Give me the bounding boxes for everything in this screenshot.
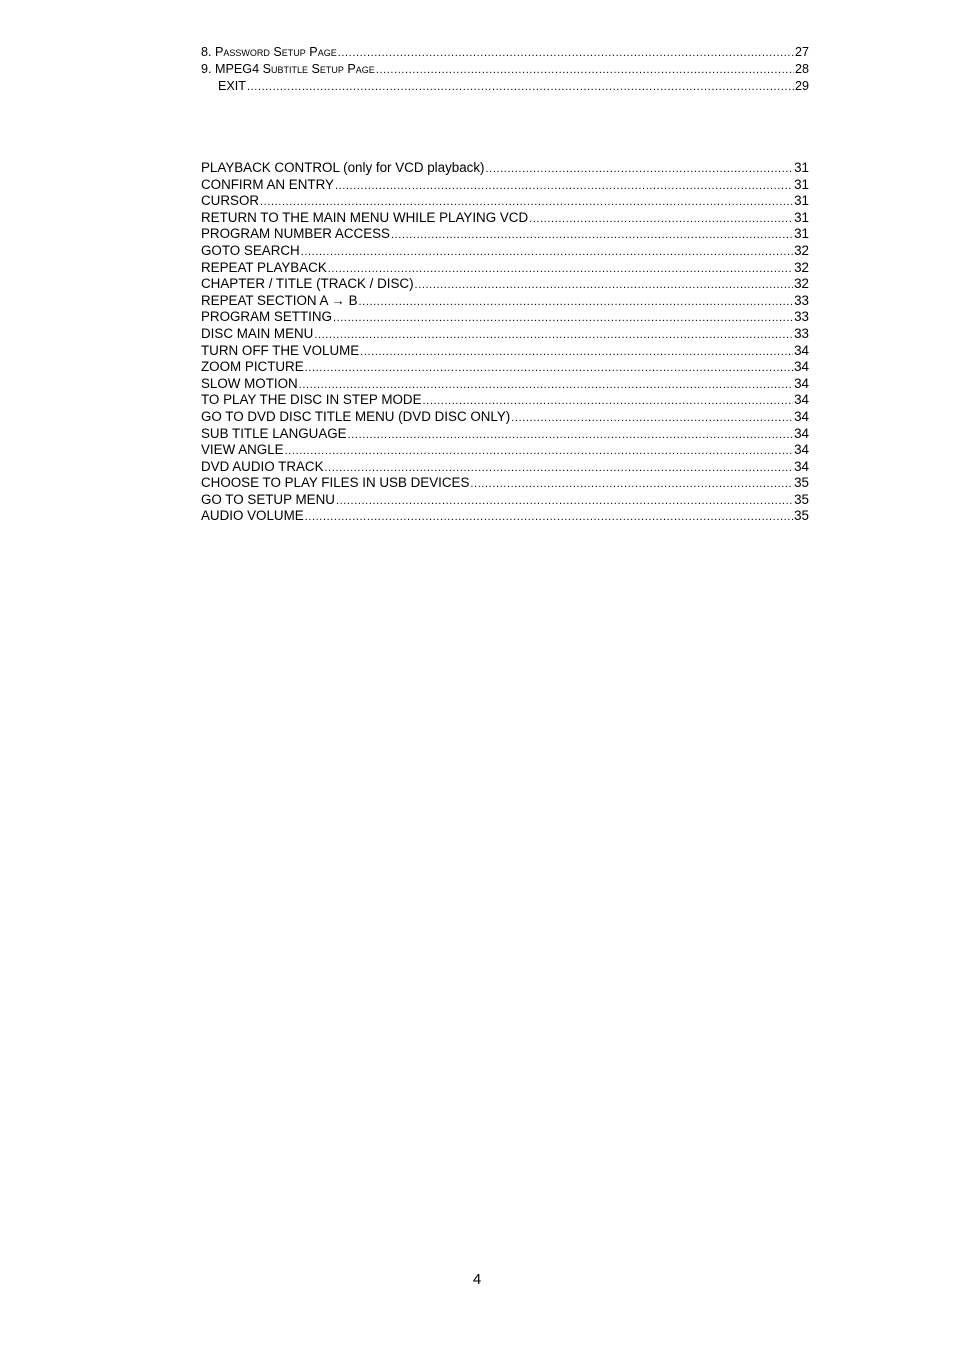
dot-leader xyxy=(360,344,793,360)
toc-settings-section xyxy=(201,44,809,94)
dot-leader xyxy=(260,194,793,210)
toc-entry-page: 31 xyxy=(794,226,809,242)
toc-entry-page: 32 xyxy=(794,242,809,258)
toc-entry[interactable] xyxy=(201,326,809,343)
toc-entry-page: 32 xyxy=(794,259,809,275)
dot-leader xyxy=(305,360,793,376)
dot-leader xyxy=(470,476,793,492)
dot-leader xyxy=(285,443,793,459)
toc-entry[interactable] xyxy=(201,276,809,293)
toc-entry-page: 34 xyxy=(794,458,809,474)
toc-entry-title: SUB TITLE LANGUAGE xyxy=(201,425,347,441)
toc-entry-title: CONFIRM AN ENTRY xyxy=(201,176,334,192)
dot-leader xyxy=(376,62,794,78)
toc-entry-page: 35 xyxy=(794,508,809,524)
toc-entry[interactable] xyxy=(201,44,809,61)
toc-entry-title: EXIT xyxy=(218,78,246,93)
toc-entry[interactable] xyxy=(201,193,809,210)
toc-entry-title: GOTO SEARCH xyxy=(201,242,300,258)
toc-entry[interactable] xyxy=(201,293,809,310)
toc-entry-title: ZOOM PICTURE xyxy=(201,359,304,375)
toc-entry-page: 27 xyxy=(794,45,809,59)
toc-entry[interactable] xyxy=(201,508,809,525)
dot-leader xyxy=(511,410,793,426)
toc-entry[interactable] xyxy=(201,459,809,476)
dot-leader xyxy=(301,244,793,260)
toc-entry-title: PLAYBACK CONTROL (only for VCD playback) xyxy=(201,160,485,175)
dot-leader xyxy=(486,161,794,177)
dot-leader xyxy=(529,211,793,227)
toc-entry[interactable] xyxy=(201,210,809,227)
dot-leader xyxy=(299,377,793,393)
toc-entry[interactable] xyxy=(201,426,809,443)
dot-leader xyxy=(423,393,794,409)
toc-entry-page: 31 xyxy=(794,209,809,225)
toc-entry[interactable] xyxy=(201,475,809,492)
dot-leader xyxy=(338,45,794,61)
toc-entry-page: 34 xyxy=(794,442,809,458)
toc-entry-page: 34 xyxy=(794,342,809,358)
toc-entry-title: GO TO DVD DISC TITLE MENU (DVD DISC ONLY) xyxy=(201,408,511,424)
toc-entry-title: VIEW ANGLE xyxy=(201,442,284,458)
toc-entry[interactable] xyxy=(201,61,809,78)
toc-entry-title: 8. Password Setup Page xyxy=(201,45,337,59)
toc-entry-title: 9. MPEG4 Subtitle Setup Page xyxy=(201,61,375,76)
toc-entry[interactable] xyxy=(201,409,809,426)
toc-entry-page: 34 xyxy=(794,359,809,375)
toc-entry-title: SLOW MOTION xyxy=(201,375,298,391)
toc-entry-title: DVD AUDIO TRACK xyxy=(201,458,324,474)
toc-entry-title: PROGRAM SETTING xyxy=(201,309,332,325)
dot-leader xyxy=(391,227,793,243)
page-number: 4 xyxy=(472,1271,482,1288)
toc-entry-page: 35 xyxy=(794,491,809,507)
toc-operations-section xyxy=(201,160,809,525)
toc-entry[interactable] xyxy=(201,492,809,509)
toc-entry-page: 32 xyxy=(794,276,809,292)
dot-leader xyxy=(336,493,793,509)
toc-entry[interactable] xyxy=(201,442,809,459)
toc-entry-page: 28 xyxy=(794,61,809,76)
dot-leader xyxy=(305,509,793,525)
dot-leader xyxy=(333,310,793,326)
toc-entry-title: REPEAT PLAYBACK xyxy=(201,259,327,275)
toc-entry-page: 29 xyxy=(794,78,809,93)
toc-entry-title: DISC MAIN MENU xyxy=(201,325,314,341)
toc-entry[interactable] xyxy=(201,359,809,376)
dot-leader xyxy=(359,294,794,310)
toc-entry[interactable] xyxy=(201,309,809,326)
toc-entry-title: CURSOR xyxy=(201,193,260,209)
toc-entry-page: 31 xyxy=(794,193,809,209)
dot-leader xyxy=(335,178,793,194)
toc-entry[interactable] xyxy=(201,260,809,277)
toc-entry-title: AUDIO VOLUME xyxy=(201,508,304,524)
toc-entry-title: PROGRAM NUMBER ACCESS xyxy=(201,226,390,242)
toc-entry-page: 34 xyxy=(794,375,809,391)
dot-leader xyxy=(247,79,794,95)
toc-entry-page: 34 xyxy=(794,425,809,441)
toc-entry-page: 33 xyxy=(794,325,809,341)
toc-entry-page: 34 xyxy=(794,392,809,408)
toc-entry-page: 33 xyxy=(794,309,809,325)
dot-leader xyxy=(325,460,794,476)
toc-entry[interactable] xyxy=(201,226,809,243)
toc-entry-title: REPEAT SECTION A → B xyxy=(201,292,358,308)
toc-entry-title: CHAPTER / TITLE (TRACK / DISC) xyxy=(201,276,414,292)
toc-entry[interactable] xyxy=(201,343,809,360)
toc-entry[interactable] xyxy=(201,160,809,177)
toc-entry-title: RETURN TO THE MAIN MENU WHILE PLAYING VCD xyxy=(201,209,529,225)
toc-entry[interactable] xyxy=(201,243,809,260)
toc-entry-title: TO PLAY THE DISC IN STEP MODE xyxy=(201,392,422,408)
dot-leader xyxy=(348,427,793,443)
dot-leader xyxy=(328,261,793,277)
toc-entry-page: 34 xyxy=(794,408,809,424)
toc-entry[interactable] xyxy=(201,177,809,194)
toc-entry-page: 31 xyxy=(794,176,809,192)
toc-entry-title: TURN OFF THE VOLUME xyxy=(201,342,360,358)
toc-entry-page: 35 xyxy=(794,475,809,491)
dot-leader xyxy=(415,277,794,293)
toc-entry-title: GO TO SETUP MENU xyxy=(201,491,335,507)
toc-entry-page: 33 xyxy=(794,292,809,308)
toc-entry[interactable] xyxy=(201,78,809,95)
toc-entry[interactable] xyxy=(201,392,809,409)
toc-entry-title: CHOOSE TO PLAY FILES IN USB DEVICES xyxy=(201,475,470,491)
dot-leader xyxy=(314,327,793,343)
toc-entry[interactable] xyxy=(201,376,809,393)
toc-entry-page: 31 xyxy=(794,160,809,175)
